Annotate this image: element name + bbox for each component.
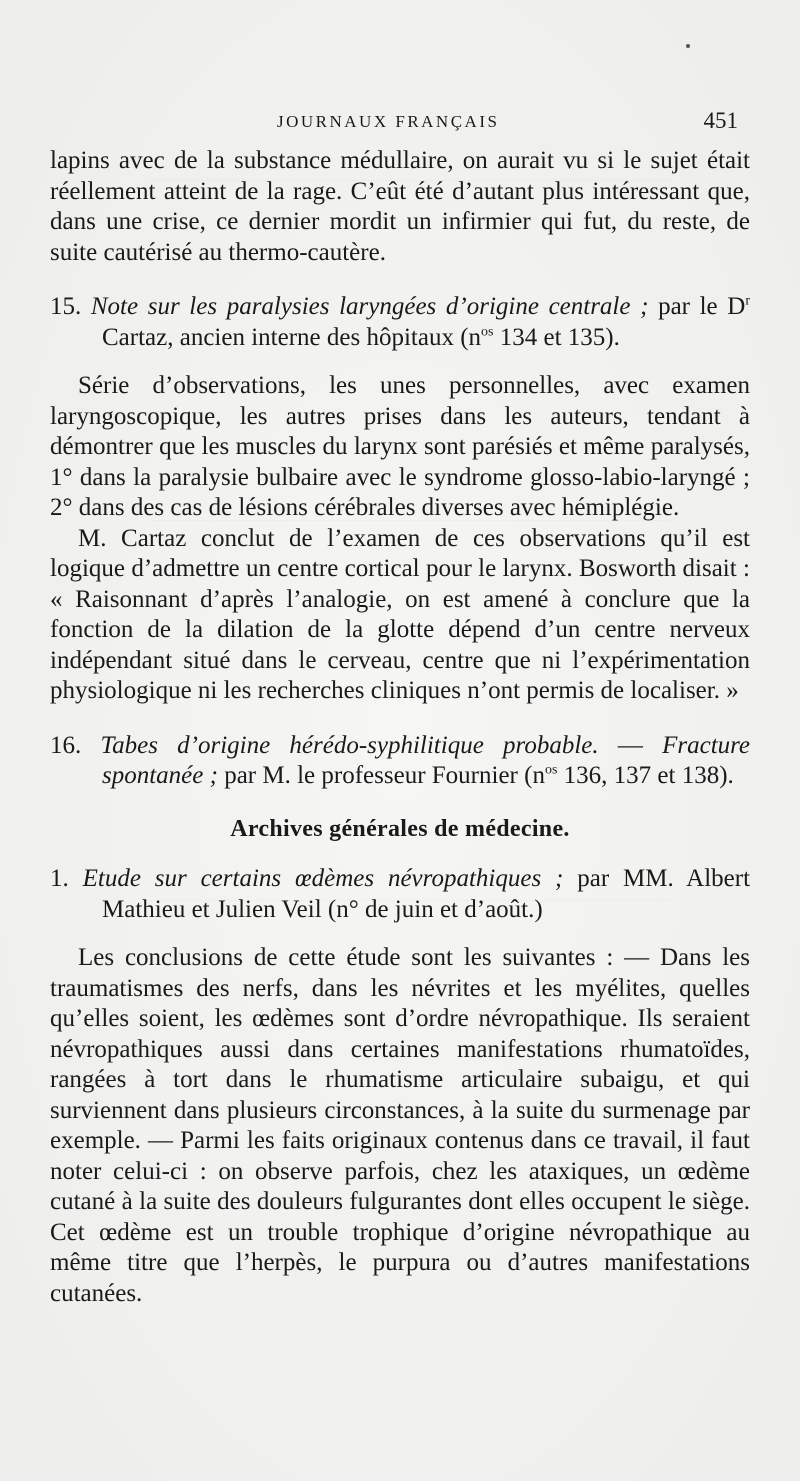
body-text [50, 146, 750, 1309]
entry-author: 134 et 135). [499, 323, 620, 351]
entry-15 [50, 292, 750, 353]
entry-author: par M. le professeur Fournier (n [224, 762, 545, 789]
entry-author: par MM. Albert Mathieu et Julien Veil (n° de juin et d’août.) [102, 865, 751, 923]
page-header [0, 106, 800, 136]
page-number: 451 [703, 108, 738, 133]
superscript: r [745, 293, 750, 309]
dash: — [617, 731, 643, 759]
entry-title: Tabes d’origine hérédo-syphilitique probable. [100, 731, 599, 759]
entry-title: Etude sur certains œdèmes névropathiques ; [82, 865, 564, 892]
superscript: os [481, 324, 494, 340]
entry-author: Cartaz, ancien interne des hôpitaux (n [102, 323, 482, 351]
paragraph: lapins avec de la substance médullaire, on aurait vu si le sujet était réellement atteint de la rage. C’eût été d’autant plus intéressant que, dans une crise, ce dernier mordit un infirmier qui fut, du reste, de suite cautérisé au thermo-cautère. [50, 147, 750, 266]
entry-1 [50, 864, 750, 925]
entry-author: 136, 137 et 138). [563, 762, 734, 789]
paragraph: M. Cartaz conclut de l’examen de ces observations qu’il est logique d’admettre un centre cortical pour le larynx. Bosworth disait : « Raisonnant d’après l’analogie, on est amené à conclure que la fonction de la dilation de la glotte dépend d’un centre nerveux indépendant situé dans le cerveau, centre que ni l’expérimentation physiologique ni les recherches cliniques n’ont permis de localiser. » [50, 524, 750, 704]
entry-title: Note sur les paralysies laryngées d’origine centrale ; [90, 293, 649, 320]
superscript: os [544, 762, 558, 778]
running-head: JOURNAUX FRANÇAIS [277, 112, 500, 131]
section-title: Archives générales de médecine. [230, 815, 570, 842]
entry-title: Fracture spontanée ; [102, 731, 751, 789]
entry-author: par le D [658, 293, 746, 320]
paragraph: Série d’observations, les unes personnelles, avec examen laryngoscopique, les autres prises dans les auteurs, tendant à démontrer que les muscles du larynx sont parésiés et même paralysés, 1° dans la paralysie bulbaire avec le syndrome glosso-labio-laryngé ; 2° dans des cas de lésions cérébrales diverses avec hémiplégie. [50, 372, 750, 521]
entry-number: 1. [50, 865, 69, 892]
entry-16 [50, 731, 750, 792]
entry-number: 16. [50, 731, 82, 759]
entry-number: 15. [50, 293, 82, 320]
speck [686, 44, 690, 48]
paragraph: Les conclusions de cette étude sont les suivantes : — Dans les traumatismes des nerfs, dans les névrites et les myélites, quelles qu’elles soient, les œdèmes sont d’ordre névropathique. Ils seraient névropathiques aussi dans certaines manifestations rhumatoïdes, rangées à tort dans le rhumatisme articulaire subaigu, et qui surviennent dans plusieurs circonstances, à la suite du surmenage par exemple. — Parmi les faits originaux contenus dans ce travail, il faut noter celui-ci : on observe parfois, chez les ataxiques, un œdème cutané à la suite des douleurs fulgurantes dont elles occupent le siège. Cet œdème est un trouble trophique d’origine névropathique au même titre que l’herpès, le purpura ou d’autres manifestations cutanées. [50, 944, 750, 1307]
